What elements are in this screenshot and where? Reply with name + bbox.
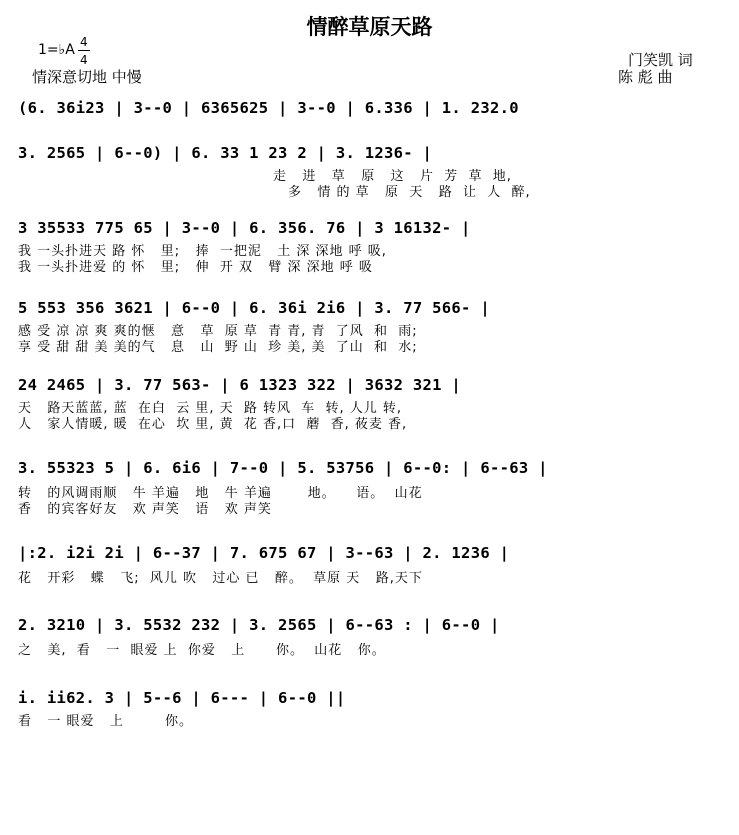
expression-marking: 情深意切地 中慢 — [32, 68, 142, 86]
melody-line: 5 553 356 3621 | 6--0 | 6. 36i 2i6 | 3. 77 566- | — [18, 299, 490, 317]
lyricist-credit: 门笑凯 词 — [628, 51, 693, 69]
melody-line: 24 2465 | 3. 77 563- | 6 1323 322 | 3632 321 | — [18, 376, 462, 394]
lyrics-verse-2: 享 受 甜 甜 美 美的气 息 山 野 山 珍 美, 美 了山 和 水; — [18, 340, 418, 355]
lyrics-verse-1: 感 受 凉 凉 爽 爽的惬 意 草 原 草 青 青, 青 了风 和 雨; — [18, 324, 418, 339]
time-signature-bottom: 4 — [80, 53, 88, 67]
lyrics-verse-2: 多 情 的 草 原 天 路 让 人 醉, — [288, 185, 531, 200]
lyrics-verse-1: 我 一头扑进天 路 怀 里; 捧 一把泥 土 深 深地 呼 吸, — [18, 244, 387, 259]
melody-line: 3 35533 775 65 | 3--0 | 6. 356. 76 | 3 16132- | — [18, 219, 471, 237]
lyrics-verse-2: 香 的宾客好友 欢 声笑 语 欢 声笑 — [18, 502, 272, 517]
time-signature-divider — [78, 50, 90, 51]
composer-credit: 陈 彪 曲 — [618, 68, 673, 86]
lyrics-verse-1: 之 美, 看 一 眼爱 上 你爱 上 你。 山花 你。 — [18, 643, 386, 658]
melody-line: i. ii62. 3 | 5--6 | 6--- | 6--0 || — [18, 689, 346, 707]
melody-line: 2. 3210 | 3. 5532 232 | 3. 2565 | 6--63 : | 6--0 | — [18, 616, 500, 634]
score-row-9 — [18, 685, 719, 835]
lyrics-verse-1: 花 开彩 蝶 飞; 风儿 吹 过心 已 醉。 草原 天 路,天下 — [18, 571, 423, 586]
lyrics-verse-2: 人 家人情暖, 暖 在心 坎 里, 黄 花 香,口 蘑 香, 莜麦 香, — [18, 417, 408, 432]
melody-line: (6. 36i23 | 3--0 | 6365625 | 3--0 | 6.336 | 1. 232.0 — [18, 99, 519, 117]
time-signature-top: 4 — [80, 35, 88, 49]
lyrics-verse-1: 走 进 草 原 这 片 芳 草 地, — [273, 169, 512, 184]
lyrics-verse-1: 转 的风调雨顺 牛 羊遍 地 牛 羊遍 地。 语。 山花 — [18, 486, 423, 501]
lyrics-verse-1: 天 路天蓝蓝, 蓝 在白 云 里, 天 路 转风 车 转, 人儿 转, — [18, 401, 403, 416]
lyrics-verse-2: 我 一头扑进爱 的 怀 里; 伸 开 双 臂 深 深地 呼 吸 — [18, 260, 373, 275]
lyrics-verse-1: 看 一 眼爱 上 你。 — [18, 714, 193, 729]
melody-line: |:2. i2i 2i | 6--37 | 7. 675 67 | 3--63 | 2. 1236 | — [18, 544, 510, 562]
melody-line: 3. 55323 5 | 6. 6i6 | 7--0 | 5. 53756 | 6--0: | 6--63 | — [18, 459, 548, 477]
song-title: 情醉草原天路 — [306, 15, 433, 39]
melody-line: 3. 2565 | 6--0) | 6. 33 1 23 2 | 3. 1236- | — [18, 144, 433, 162]
key-signature: 1=♭A — [38, 42, 75, 58]
